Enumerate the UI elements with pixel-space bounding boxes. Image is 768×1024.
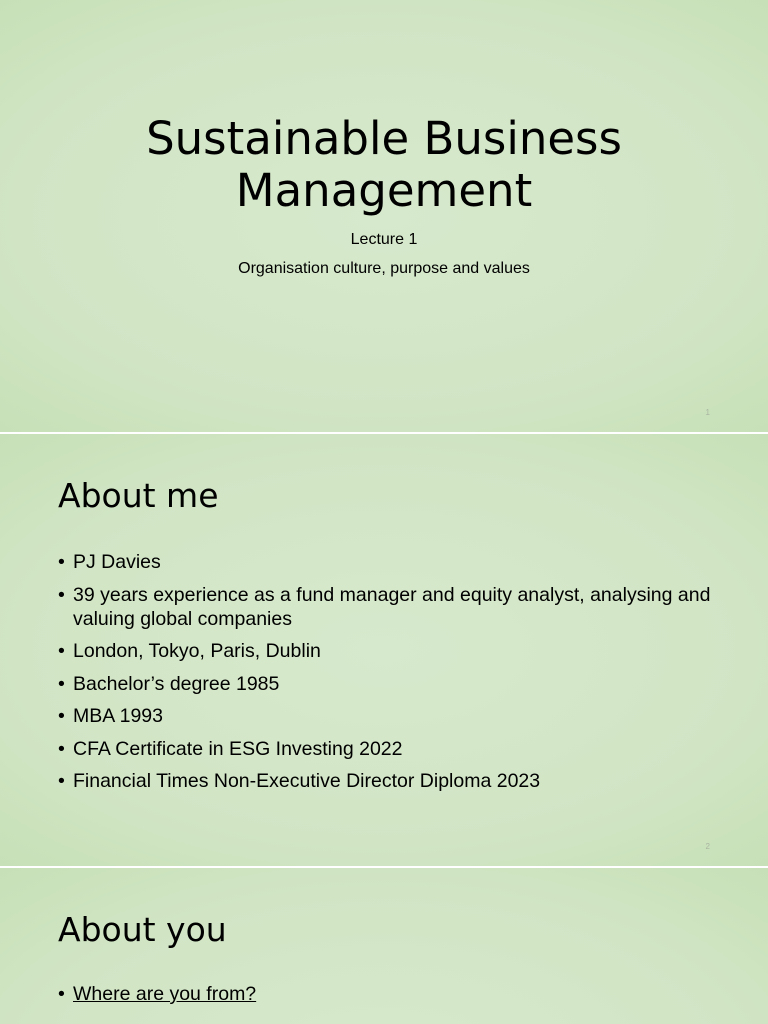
bullet-icon: • [58,672,65,695]
bullet-text: London, Tokyo, Paris, Dublin [73,640,321,662]
bullet-item [58,672,718,696]
bullet-item [58,737,718,761]
bullet-icon: • [58,983,65,1005]
bullet-icon: • [58,737,65,760]
bullet-item [58,550,718,574]
slide-subtitle-lecture: Lecture 1 [350,231,418,248]
bullet-icon: • [58,770,65,792]
bullet-text: CFA Certificate in ESG Investing 2022 [73,737,403,760]
slide-number: 2 [705,842,710,851]
slide-3[interactable] [0,868,768,1024]
slide-title: Sustainable Business Management [146,112,622,217]
bullet-icon: • [58,640,65,662]
slide-2[interactable] [0,434,768,866]
slide-heading: About me [58,476,219,515]
bullet-item [58,982,718,1006]
bullet-icon: • [58,705,65,727]
bullet-text: MBA 1993 [73,705,163,727]
bullet-icon: • [58,551,65,573]
slide-heading: About you [58,910,227,949]
bullet-item [58,704,718,728]
bullet-text: 39 years experience as a fund manager and equity analyst, analysing and valuing global companies [73,583,711,630]
bullet-item [58,583,718,631]
bullet-list [58,982,718,1015]
bullet-icon: • [58,583,65,606]
bullet-text: Financial Times Non-Executive Director Diploma 2023 [73,770,541,792]
bullet-text: PJ Davies [73,551,161,573]
slide-number: 1 [705,408,710,417]
bullet-list [58,550,718,802]
bullet-text: Bachelor’s degree 1985 [73,672,280,695]
slide-1[interactable] [0,0,768,432]
slide-subtitle-topic: Organisation culture, purpose and values [238,260,530,277]
bullet-item [58,769,718,793]
bullet-link[interactable]: Where are you from? [73,983,257,1005]
bullet-item [58,639,718,663]
